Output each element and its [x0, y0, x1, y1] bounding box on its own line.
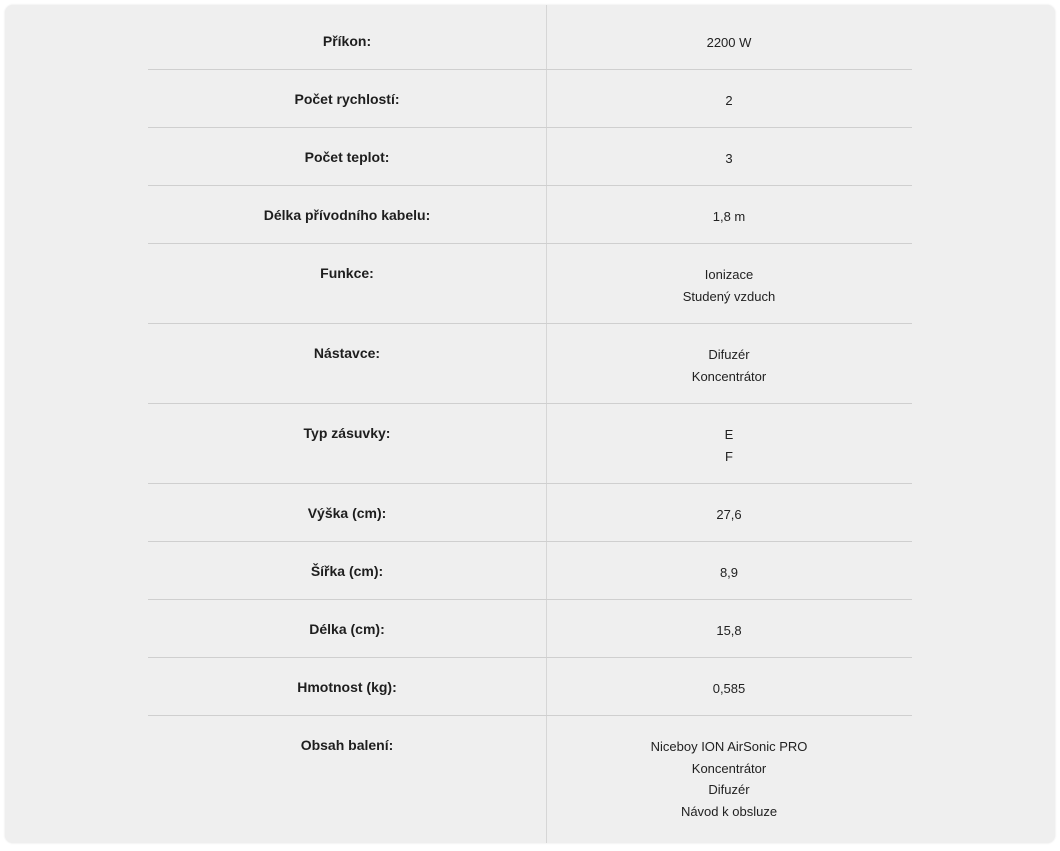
spec-value-line: 2 [725, 93, 733, 108]
spec-row-cable-length [148, 186, 912, 244]
spec-value [546, 324, 912, 403]
spec-value [546, 404, 912, 483]
spec-value-line: Studený vzduch [682, 288, 776, 304]
spec-label: Počet rychlostí: [294, 91, 400, 107]
spec-value-line: 0,585 [712, 681, 746, 696]
spec-row-weight [148, 658, 912, 716]
spec-value [546, 484, 912, 541]
spec-row-temperatures [148, 128, 912, 186]
spec-value-line: Koncentrátor [691, 760, 767, 776]
spec-value-line: Ionizace [704, 267, 754, 282]
spec-label: Nástavce: [313, 345, 381, 361]
spec-value-line: Koncentrátor [691, 368, 767, 384]
spec-row-package-contents [148, 716, 912, 836]
spec-value-line: 15,8 [716, 623, 742, 638]
spec-value [546, 600, 912, 657]
spec-row-functions [148, 244, 912, 324]
spec-value [546, 70, 912, 127]
spec-label: Hmotnost (kg): [297, 679, 397, 695]
spec-label: Šířka (cm): [310, 563, 384, 579]
spec-label: Typ zásuvky: [303, 425, 391, 441]
spec-label: Počet teplot: [304, 149, 390, 165]
spec-row-plug-type [148, 404, 912, 484]
spec-row-height [148, 484, 912, 542]
spec-value-line: Niceboy ION AirSonic PRO [650, 739, 808, 754]
spec-label: Funkce: [320, 265, 374, 281]
spec-value-line: Návod k obsluze [680, 803, 778, 819]
specifications-panel [5, 5, 1055, 843]
spec-label: Délka přívodního kabelu: [263, 207, 431, 223]
spec-value-line: F [725, 448, 733, 464]
spec-row-speeds [148, 70, 912, 128]
spec-value [546, 244, 912, 323]
spec-label: Délka (cm): [309, 621, 385, 637]
spec-value-line: 1,8 m [712, 209, 746, 224]
spec-value-line: Difuzér [708, 347, 750, 362]
spec-row-power [148, 12, 912, 70]
spec-row-length [148, 600, 912, 658]
spec-value-line: 3 [725, 151, 733, 166]
spec-value-line: 8,9 [719, 565, 739, 580]
spec-label: Výška (cm): [307, 505, 387, 521]
spec-label: Příkon: [322, 33, 372, 49]
spec-row-width [148, 542, 912, 600]
spec-value [546, 542, 912, 599]
spec-value-line: E [724, 427, 734, 442]
spec-row-attachments [148, 324, 912, 404]
spec-value [546, 12, 912, 69]
spec-value [546, 716, 912, 836]
spec-value [546, 128, 912, 185]
spec-value [546, 186, 912, 243]
specifications-table [148, 12, 912, 836]
spec-label: Obsah balení: [300, 737, 394, 753]
spec-value-line: 27,6 [716, 507, 742, 522]
spec-value-line: 2200 W [706, 35, 752, 50]
spec-value-line: Difuzér [708, 782, 750, 798]
spec-value [546, 658, 912, 715]
